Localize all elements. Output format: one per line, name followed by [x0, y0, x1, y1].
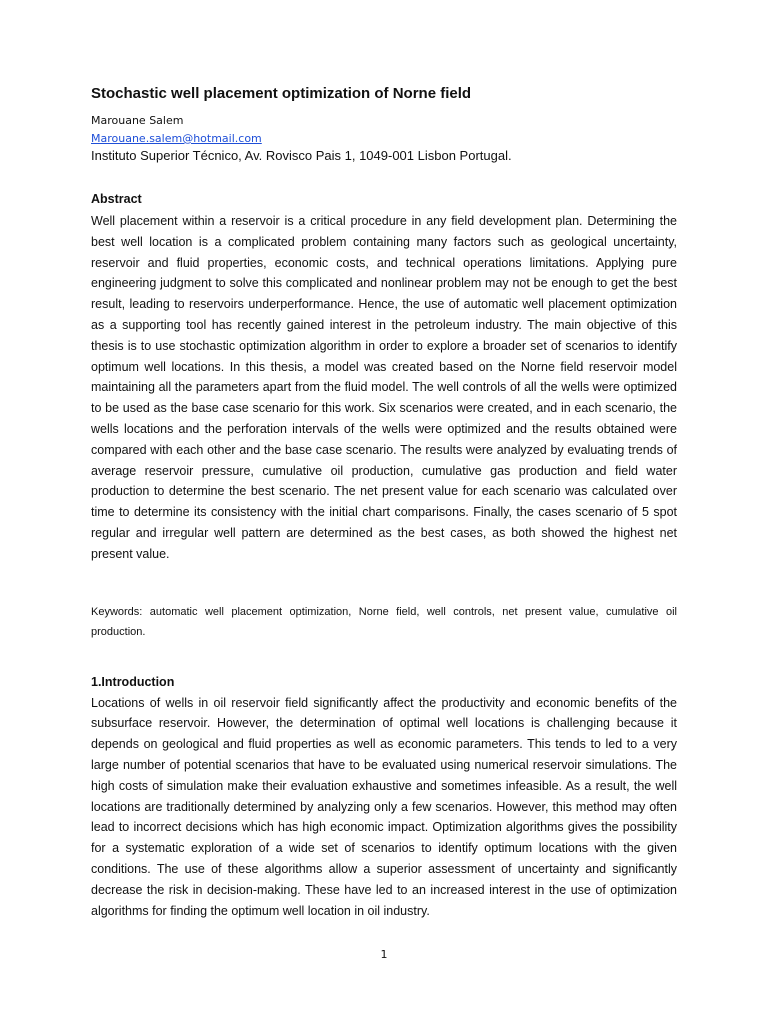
author-email-link[interactable]: Marouane.salem@hotmail.com — [91, 132, 262, 145]
abstract-text: Well placement within a reservoir is a critical procedure in any field development plan. Determining the best well location is a complicated problem containing many factors such as geological uncertainty, reservoir and fluid properties, economic costs, and technical operations limitations. Applying pure engineering judgment to solve this complicated and nonlinear problem may not be enough to get the best result, leading to reservoirs underperformance. Hence, the use of automatic well placement optimization as a supporting tool has recently gained interest in the petroleum industry. The main objective of this thesis is to use stochastic optimization algorithm in order to explore a broader set of scenarios to identify optimum well locations. In this thesis, a model was created based on the Norne field reservoir model maintaining all the parameters apart from the fluid model. The well controls of all the wells were optimized to be used as the base case scenario for this work. Six scenarios were created, and in each scenario, the wells locations and the perforation intervals of the wells were optimized and the results obtained were compared with each other and the base case scenario. The results were analyzed by evaluating trends of average reservoir pressure, cumulative oil production, cumulative gas production and field water production to determine the best scenario. The net present value for each scenario was calculated over time to determine its consistency with the initial chart comparisons. Finally, the cases scenario of 5 spot regular and irregular well pattern are determined as the best cases, as both showed the highest net present value. — [91, 214, 677, 561]
introduction-text: Locations of wells in oil reservoir field significantly affect the productivity and economic benefits of the subsurface reservoir. However, the determination of optimal well locations is challenging because it depends on geological and fluid properties as well as economic parameters. This tends to led to a very large number of potential scenarios that have to be evaluated using numerical reservoir simulations. The high costs of simulation make their evaluation exhaustive and sometimes infeasible. As a result, the well locations are traditionally determined by analyzing only a few scenarios. However, this method may often lead to incorrect decisions which has high economic impact. Optimization algorithms gives the possibility for a systematic exploration of a wide set of scenarios to identify optimum locations with the given conditions. The use of these algorithms allow a superior assessment of uncertainty and significantly decrease the risk in decision-making. These have led to an increased interest in the use of optimization algorithms for finding the optimum well location in oil industry. — [91, 695, 677, 918]
abstract-heading: Abstract — [91, 192, 142, 206]
paper-title: Stochastic well placement optimization of Norne field — [91, 85, 472, 102]
author-affiliation: Instituto Superior Técnico, Av. Rovisco Pais 1, 1049-001 Lisbon Portugal. — [91, 148, 512, 163]
keywords-text: Keywords: automatic well placement optimization, Norne field, well controls, net present value, cumulative oil production. — [91, 605, 677, 638]
paper-page — [91, 84, 677, 921]
introduction-heading: 1.Introduction — [91, 674, 175, 689]
page-number: 1 — [380, 948, 388, 961]
author-name: Marouane Salem — [91, 114, 184, 127]
